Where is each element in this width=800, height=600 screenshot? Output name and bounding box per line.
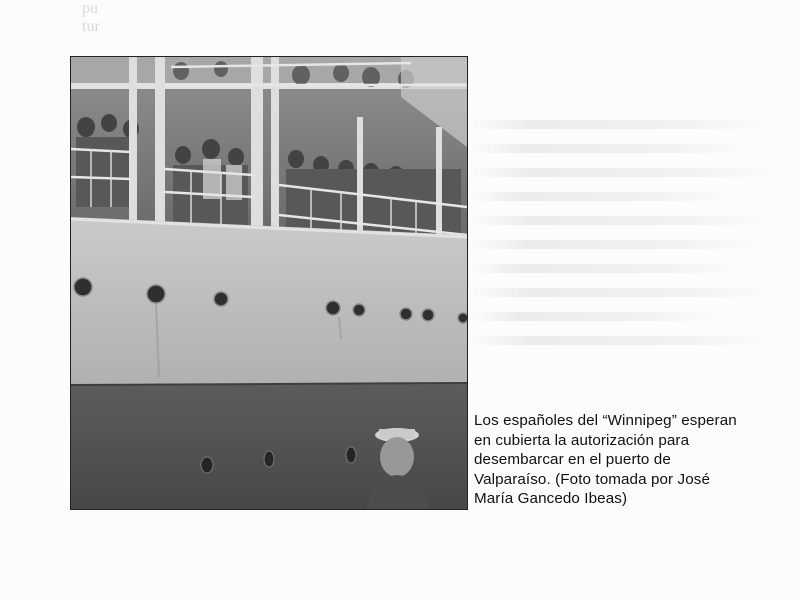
ship-photo <box>70 56 468 510</box>
caption-line: Valparaíso. (Foto tomada por José <box>474 470 711 488</box>
bleed-through-text <box>82 0 202 40</box>
bleed-line-1: pu <box>82 0 98 17</box>
caption-line: María Gancedo Ibeas) <box>474 490 628 507</box>
ship-photo-illustration <box>71 57 467 509</box>
bleed-line-2: tur <box>82 18 100 35</box>
caption-line: en cubierta la autorización para <box>474 431 690 449</box>
caption-line: desembarcar en el puerto de <box>474 451 671 468</box>
bleed-through-paragraph <box>470 120 790 360</box>
caption-line: Los españoles del “Winnipeg” esperan <box>474 412 737 429</box>
photo-caption <box>474 411 794 509</box>
